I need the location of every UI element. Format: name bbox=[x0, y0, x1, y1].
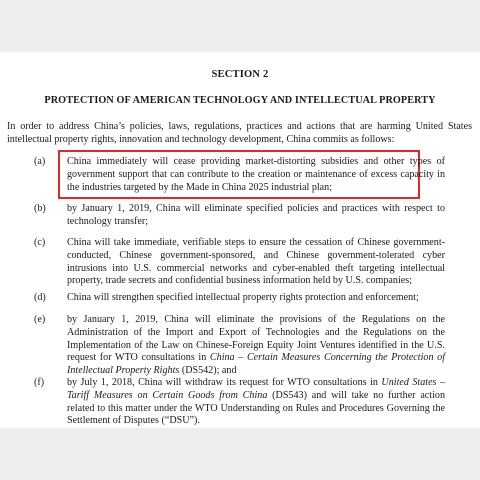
item-text-part: (DS543) and will take no further action related to this matter under the WTO Understanding on Rules and Procedures Governing the Settlement of Disputes (“DSU”). bbox=[67, 389, 445, 427]
section-title: PROTECTION OF AMERICAN TECHNOLOGY AND INTELLECTUAL PROPERTY bbox=[44, 95, 436, 106]
item-label: (d) bbox=[34, 292, 46, 303]
document-page bbox=[0, 52, 480, 428]
intro-paragraph: In order to address China’s policies, laws, regulations, practices and actions that are harming United States intellectual property rights, innovation and technology development, China commits as follows: bbox=[7, 121, 472, 145]
item-text: China will take immediate, verifiable steps to ensure the cessation of Chinese government-conducted, Chinese government-sponsored, and Chinese government-tolerated cyber intrusions into U.S. commercial networks and cyber-enabled theft targeting intellectual property, trade secrets and confidential business information held by U.S. companies; bbox=[67, 237, 445, 287]
item-text bbox=[67, 377, 445, 428]
item-label: (a) bbox=[34, 156, 46, 167]
case-title: China – Certain Measures Concerning the Protection of Intellectual Property Rights bbox=[67, 352, 445, 377]
section-number: SECTION 2 bbox=[211, 69, 269, 80]
top-gray-band bbox=[0, 0, 480, 52]
item-label: (e) bbox=[34, 314, 46, 325]
item-text-part: by July 1, 2018, China will withdraw its request for WTO consultations in bbox=[67, 377, 382, 388]
bottom-gray-band bbox=[0, 428, 480, 480]
item-text-part: (DS542); and bbox=[179, 365, 237, 377]
case-title: United States – Tariff Measures on Certain Goods from China bbox=[67, 377, 445, 401]
item-text bbox=[67, 314, 445, 378]
item-label: (f) bbox=[34, 377, 45, 388]
item-label: (b) bbox=[34, 203, 46, 214]
item-text: China will strengthen specified intellectual property rights protection and enforcement; bbox=[67, 292, 419, 303]
item-text: by January 1, 2019, China will eliminate specified policies and practices with respect to technology transfer; bbox=[67, 203, 445, 227]
item-text-part: by January 1, 2019, China will eliminate the provisions of the Regulations on the Administration of the Import and Export of Technologies and the Regulations on the Implementation of the Law on Chinese-Foreign Equity Joint Ventures identified in the U.S. request for WTO consultations in bbox=[67, 314, 445, 364]
item-label: (c) bbox=[34, 237, 46, 248]
item-text: China immediately will cease providing market-distorting subsidies and other types of government support that can contribute to the creation or maintenance of excess capacity in the industries targeted by the Made in China 2025 industrial plan; bbox=[67, 156, 445, 193]
